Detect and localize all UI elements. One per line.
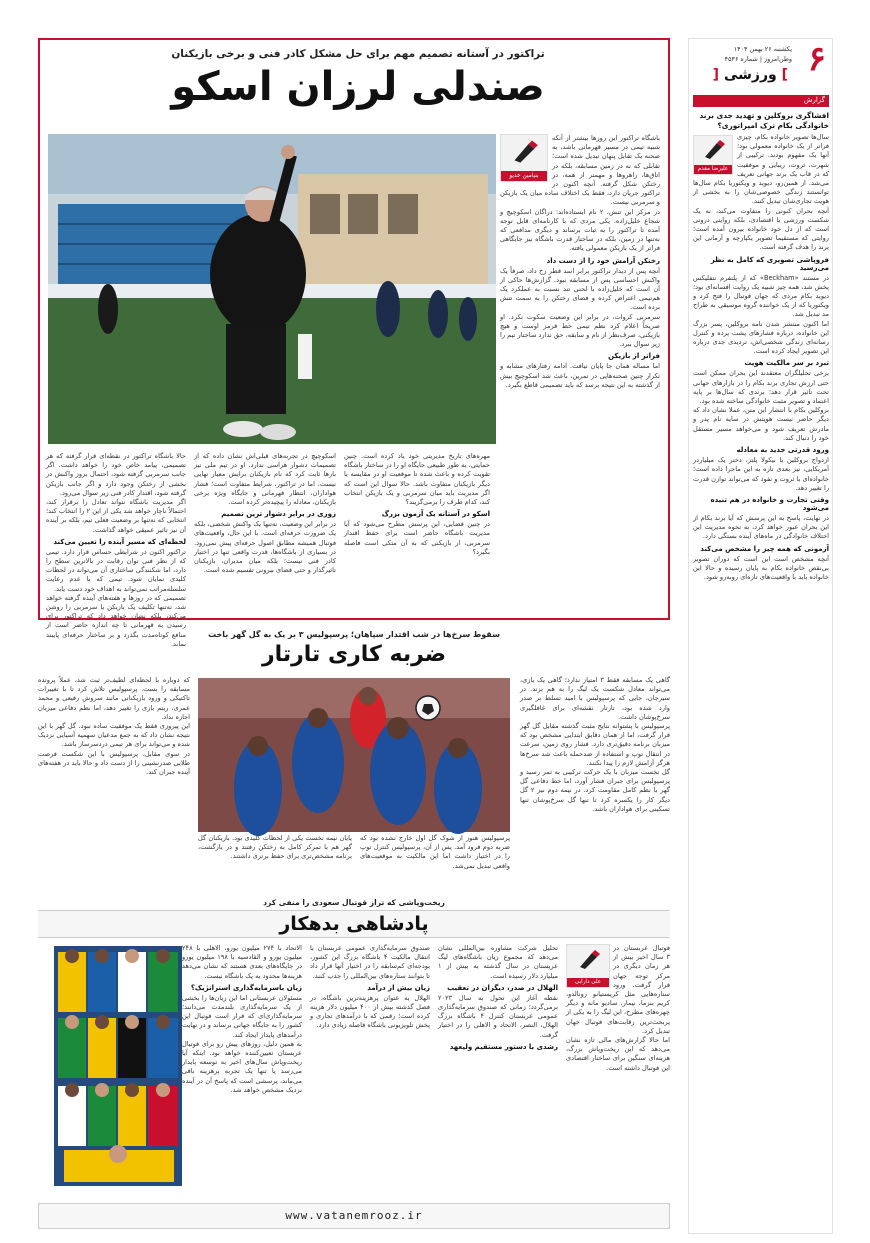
report-subhead: ورود قدرتی جدید به معادله [736, 446, 829, 455]
pen-icon [702, 139, 726, 159]
match-paragraph: این پیروزی فقط یک موفقیت ساده نبود. گل گهر با این نتیجه نشان داد که به جمع مدعیان سهمیه آسیایی نزدیک شده و می‌تواند برای هر تیمی دردسرساز باشد. [38, 722, 190, 749]
section-name: ورزشی [723, 67, 777, 83]
pen-icon [577, 949, 601, 969]
bracket-left: [ [712, 67, 720, 83]
page-number: ۶ [807, 39, 826, 79]
author-name: علیرضا مقدم [694, 165, 732, 174]
bracket-right: ] [781, 67, 788, 83]
saudi-paragraph: به همین دلیل، روزهای پیش رو برای فوتبال عربستان تعیین‌کننده خواهد بود. اینکه آیا ریخت‌وپاش سال‌های اخیر به توسعه پایدار می‌رسد یا تنها یک تجربه پرهزینه باقی می‌ماند، پرسشی است که پاسخ آن در آینده نزدیک مشخص خواهد شد. [182, 1039, 302, 1094]
footer-url[interactable]: www.vatanemrooz.ir [285, 1209, 423, 1222]
saudi-headline: پادشاهی بدهکار [279, 913, 429, 935]
saudi-paragraph: الهلال به عنوان پرهزینه‌ترین باشگاه، در فصل گذشته بیش از ۴۰۰ میلیون دلار هزینه کرده است؛ رقمی که با درآمدهای تجاری و پخش تلویزیونی باشگاه فاصله زیادی دارد. [310, 993, 430, 1030]
main-paragraph: در مرکز این تنش، ۲ نام ایستاده‌اند: دراگان اسکوچیچ و شجاع خلیل‌زاده. یکی مردی که با کارنامه‌ای قابل توجه آمده تا تراکتور را به ثبات برساند و دیگری مدافعی که نه‌تنها در زمین، بلکه در ساختار قدرت باشگاه نیز جایگاهی فراتر از یک بازیکن معمولی یافته. [500, 207, 660, 253]
report-subhead: فروپاشی تصویری که کامل به نظر می‌رسید [710, 255, 829, 272]
match-paragraph: گل نخست میزبان با یک حرکت ترکیبی به ثمر رسید و پرسپولیس برای جبران فشار آورد، اما خط دفاعی گل گهر با نظم کامل مقاومت کرد. در نیمه دوم نیز ۲ گل دیگر کار را یکسره کرد تا تنها گل سرخ‌پوشان تنها تسکینی برای هواداران باشد. [520, 768, 671, 813]
main-col-2 [344, 452, 490, 614]
main-subhead: زوری در برابر دشوار ترین تصمیم [221, 510, 336, 519]
saudi-subhead: زیان باسرمایه‌گذاری استراتژیک؟ [190, 983, 302, 992]
match-kicker: سقوط سرخ‌ها در شب اقتدار سپاهان؛ پرسپولیس ۳ بر یک به گل گهر باخت [208, 630, 500, 639]
saudi-photo [54, 946, 182, 1186]
main-paragraph: در برابر این وضعیت، نه‌تنها یک واکنش شخصی، بلکه یک ضرورت حرفه‌ای است. با این حال، واقعیت‌های فوتبال همیشه مطابق اصول حرفه‌ای پیش نمی‌رود. در بسیاری از باشگاه‌ها، قدرت واقعی تنها در اختیار کادر فنی نیست؛ بلکه میان مدیران، بازیکنان تاثیرگذار و حتی فضای بیرونی تقسیم شده است. [194, 520, 336, 575]
match-col-2 [360, 834, 510, 888]
main-paragraph: آنچه پس از دیدار تراکتور برابر اسد قطر رخ داد، صرفاً یک واکنش احساسی پس از مسابقه نبود. گزارش‌ها حاکی از آن است که خلیل‌زاده با لحنی تند نسبت به عملکرد یک هم‌تیمی اعتراض کرده و فضای رختکن را به سمت تنش برده است. [500, 266, 660, 312]
coach-photo [48, 134, 496, 444]
match-photo [198, 678, 510, 832]
saudi-paragraph: فوتبال عربستان در ۳ سال اخیر بیش از هر زمان دیگری در مرکز توجه جهان قرار گرفت. ورود ستاره‌هایی مثل کریستیانو رونالدو، کریم بنزما، نیمار، سادیو مانه و دیگر چهره‌های مطرح، این لیگ را به یکی از پربحث‌ترین رقابت‌های فوتبال جهان تبدیل کرد. [566, 944, 670, 1035]
report-paragraph: آنچه مشخص است این است که دوران تصویر بی‌نقص خانواده بکام به پایان رسیده و حالا این خانواده باید با واقعیت‌های تازه‌ای روبه‌رو شود. [693, 554, 829, 581]
match-paragraph: پرسپولیس هنوز از شوک گل اول خارج نشده بود که ضربه دوم فرود آمد. پس از آن، پرسپولیس کنترل توپ را در اختیار داشت اما این مالکیت به موقعیت‌های واقعی تبدیل نمی‌شد. [360, 834, 510, 870]
main-paragraph: اگر مدیریت باشگاه نتواند تعادل را برقرار کند، احتمالاً ناچار خواهد شد یکی از این ۲ را انتخاب کند؛ انتخابی که نه‌تنها بر وضعیت فعلی تیم، بلکه بر آینده آن نیز تاثیر عمیقی خواهد گذاشت. [46, 498, 186, 534]
report-label-bar [693, 95, 829, 107]
match-paragraph: در سوی مقابل، پرسپولیس با این شکست فرصت طلایی صدرنشینی را از دست داد و حالا باید در هفته‌های آینده جبران کند. [38, 749, 190, 777]
match-paragraph: پرسپولیس با پشتوانه نتایج مثبت گذشته مقابل گل گهر قرار گرفت، اما از همان دقایق ابتدایی مشخص بود که میزبان برنامه دقیق‌تری دارد. فشار روی زمین، سرعت در انتقال توپ و استفاده از ضدحمله باعث شد سرخ‌ها هرگز آرامش لازم را پیدا نکنند. [520, 722, 670, 767]
saudi-paragraph: تحلیل شرکت مشاوره بین‌المللی نشان می‌دهد که مجموع زیان باشگاه‌های لیگ عربستان در سال گذشته به بیش از ۱ میلیارد دلار رسیده است. [438, 944, 558, 980]
match-headline: ضربه کاری تارتار [261, 642, 447, 667]
report-body [693, 133, 829, 1228]
report-paragraph: در نهایت، پاسخ به این پرسش که آیا برند بکام از این بحران عبور خواهد کرد، به نحوه مدیریت این اختلاف خانوادگی در ماه‌های آینده بستگی دارد. [693, 513, 829, 541]
date-line: یکشنبه ۲۶ بهمن ۱۴۰۴ [733, 45, 792, 53]
saudi-headline-bar [38, 910, 670, 938]
main-paragraph: تصمیمی که در روزها و هفته‌های آینده گرفته خواهد شد، نه‌تنها تکلیف یک بازیکن یا سرمربی را روشن می‌کند، بلکه نشان خواهد داد که تراکتور برای رسیدن به قهرمانی تا چه اندازه حاضر است از منافع کوتاه‌مدت بگذرد و بر ساختار حرفه‌ای پایبند بماند. [46, 593, 186, 648]
players-collage [54, 946, 182, 1186]
main-paragraph: باشگاه تراکتور این روزها بیشتر از آنکه شبیه تیمی در مسیر قهرمانی باشد، به صحنه یک تقابل پنهان تبدیل شده است؛ تقابلی که نه در زمین مسابقه، بلکه در اتاق‌ها، راهروها و مهمتر از همه، در رختکن شکل گرفته. آنچه اکنون در تراکتور جریان دارد، فقط یک اختلاف ساده میان یک بازیکن و سرمربی نیست. [500, 134, 660, 207]
saudi-paragraph: نقطه آغاز این تحول به سال ۲۰۲۳ برمی‌گردد؛ زمانی که صندوق سرمایه‌گذاری عمومی عربستان کنترل ۴ باشگاه بزرگ الهلال، النصر، الاتحاد و الاهلی را در اختیار گرفت. [438, 993, 558, 1039]
report-paragraph: سال‌ها تصویر خانواده بکام، چیزی فراتر از یک خانواده معمولی بود؛ آنها یک مفهوم بودند. ترکیبی از شهرت، ثروت، زیبایی و موفقیت که در قاب یک برند جهانی تعریف می‌شد. از همین‌رو، دیوید و ویکتوریا بکام سال‌ها توانستند زندگی خصوصی‌شان را به بخشی از هویت تجاری‌شان تبدیل کنند. [693, 133, 829, 206]
saudi-paragraph: الاتحاد با ۲۷۴ میلیون یورو، الاهلی با ۲۴۸ میلیون یورو و القادسیه با ۱۹۸ میلیون یورو در جایگاه‌های بعدی هستند که نشان می‌دهد هزینه‌ها محدود به یک باشگاه نیست. [182, 944, 303, 980]
saudi-author-badge [566, 944, 610, 988]
match-col-3 [198, 834, 352, 888]
report-subhead: آزمونی که همه چیز را مشخص می‌کند [700, 544, 829, 553]
match-paragraph: گاهی یک مسابقه فقط ۳ امتیاز ندارد؛ گاهی یک بازی، می‌تواند معادل شکست یک لیگ را به هم بزند. در سیرجان، جایی که پرسپولیس با امید تسلط بر صدر وارد شده بود، تارتار نقشه‌ای برای غافلگیری سرخ‌پوشان داشت. [520, 676, 670, 721]
match-col-4 [38, 676, 190, 886]
report-paragraph: برخی تحلیلگران معتقدند این بحران ممکن است حتی ارزش تجاری برند بکام را در بازارهای جهانی تحت تاثیر قرار دهد؛ برندی که سال‌ها بر پایه اعتماد و تصویر مثبت خانوادگی ساخته شده بود. [693, 369, 829, 406]
match-paragraph: که دوباره با لحظه‌ای لطیف‌تر ثبت شد، عملاً پرونده مسابقه را بست. پرسپولیس تلاش کرد تا با تغییرات تاکتیکی و ورود بازیکنانی مانند سروش رفیعی و محمد عمری، ریتم بازی را تغییر دهد، اما نظم دفاعی میزبان اجازه نداد. [38, 676, 190, 721]
saudi-paragraph: صندوق سرمایه‌گذاری عمومی عربستان با انتقال مالکیت ۴ باشگاه بزرگ این کشور، بودجه‌ای کم‌سابقه را در اختیار آنها قرار داد تا بتوانند ستاره‌های بین‌المللی را جذب کنند. [310, 944, 431, 980]
main-kicker: تراکتور در آستانه تصمیم مهم برای حل مشکل کادر فنی و برخی بازیکنان [171, 48, 545, 60]
main-col-3 [194, 452, 336, 614]
main-paragraph: اما مساله همان جا پایان نیافت. ادامه رفتارهای مشابه و تکرار چنین صحنه‌هایی در تمرین، باعث شد اسکوچیچ بیش از گذشته به این نتیجه برسد که باید تصمیمی قاطع بگیرد. [500, 362, 660, 389]
report-paragraph: در مستند «Beckham» که از پلتفرم نتفلیکس پخش شد، همه چیز شبیه یک روایت افسانه‌ای بود؛ دیوید بکام مردی که جهان فوتبال را فتح کرد و ویکتوریا که از یک خواننده گروه موسیقی به طراح مد تبدیل شد. [693, 273, 829, 319]
saudi-col-1 [566, 944, 670, 1184]
main-col-1 [500, 134, 660, 614]
saudi-col-2 [438, 944, 558, 1184]
footer-bar [38, 1203, 670, 1229]
main-paragraph: در چنین فضایی، این پرسش مطرح می‌شود که آیا مدیریت باشگاه حاضر است برای حفظ اقتدار سرمربی، از بازیکنی که به آن متکی است فاصله بگیرد؟ [344, 520, 490, 556]
main-paragraph: اسکوچیچ در تجربه‌های قبلی‌اش نشان داده که از تصمیمات دشوار هراسی ندارد. او در تیم ملی نیز بارها ثابت کرد که نام بازیکنان برایش معیار نهایی نیست. اما در تراکتور، شرایط متفاوت است؛ فشار هواداران، انتظار قهرمانی و جایگاه ویژه برخی بازیکنان، معادله را پیچیده‌تر کرده است. [194, 452, 336, 507]
main-subhead: اسکو در آستانه یک آزمون بزرگ [381, 510, 490, 519]
pen-icon [511, 139, 539, 163]
saudi-paragraph: اما حالا گزارش‌های مالی تازه نشان می‌دهد که این ریخت‌وپاش بزرگ، هزینه‌ای سنگین برای ساختار اقتصادی این فوتبال داشته است. [566, 1036, 670, 1072]
main-paragraph: مهره‌های تاریخ مدیریتی خود یاد کرده است. چنین حمایتی، به طور طبیعی جایگاه او را در ساختار باشگاه تقویت کرده و باعث شده تا موقعیت او در مقایسه با دیگر بازیکنان متفاوت باشد. حالا سوال این است که اگر مدیریت باید میان سرمربی و یک بازیکن انتخاب کند، کدام طرف را برمی‌گزیند؟ [344, 452, 490, 507]
saudi-subhead: زیان بیش از درآمد [367, 983, 430, 992]
report-headline: افشاگری بروکلین و تهدید جدی برند خانوادگی بکام ترک امپراتوری؟ [699, 111, 829, 130]
issue-line: وطن‌امروز | شماره ۴۵۳۶ [724, 55, 792, 63]
sidebar [688, 38, 833, 1234]
saudi-kicker: ریخت‌وپاشی که تراز فوتبال سعودی را منفی کرد [263, 898, 445, 907]
main-author-badge [500, 134, 548, 182]
page-header [689, 39, 832, 91]
main-paragraph: حالا باشگاه تراکتور در نقطه‌ای قرار گرفته که هر تصمیمی، پیامد خاص خود را خواهد داشت. اگر جانب سرمربی گرفته شود، احتمال بروز واکنش در بخشی از رختکن وجود دارد و اگر جانب بازیکن گرفته شود، اقتدار کادر فنی زیر سوال می‌رود. [46, 452, 186, 497]
match-action-photo [198, 678, 510, 832]
main-paragraph: تراکتور اکنون در شرایطی حساس قرار دارد. تیمی که از نظر فنی توان رقابت در بالاترین سطح را دارد، اما شکنندگی ساختاری آن می‌تواند در لحظات کلیدی نمایان شود. تیمی که با عدم رعایت سلسله‌مراتب نمی‌تواند به اهداف خود دست یابد. [46, 547, 186, 593]
main-subhead: فراتر از بازیکن [608, 352, 660, 361]
report-paragraph: ازدواج بروکلین با نیکولا پلتز، دختر یک میلیاردر آمریکایی، نیز بعدی تازه به این ماجرا داده است؛ خانواده‌ای با ثروت و نفوذ که می‌تواند توازن قدرت را تغییر دهد. [693, 456, 829, 492]
author-badge [693, 135, 733, 175]
saudi-story [38, 896, 670, 1196]
report-paragraph: بروکلین بکام با انتشار این متن، عملا نشان داد که دیگر حاضر نیست هویتش در سایه نام پدر و مادرش تعریف شود و می‌خواهد مسیر مستقل خود را دنبال کند. [693, 406, 829, 442]
saudi-subhead: الهلال در صدر، دیگران در تعقیب [447, 983, 558, 992]
report-label: گزارش [803, 96, 825, 104]
main-col-4 [46, 452, 186, 648]
main-author: بنیامین خدیو [501, 171, 547, 181]
main-paragraph: سرمربی کروات، در برابر این وضعیت سکوت نکرد. او صریحاً اعلام کرد نظم تیمی خط قرمز اوست و هیچ بازیکنی، صرف‌نظر از نام و سابقه، حق ندارد ساختار تیم را زیر سوال ببرد. [500, 312, 660, 349]
saudi-subhead: رشدی با دستور مستقیم ولیعهد [449, 1042, 558, 1051]
main-photo [48, 134, 496, 444]
match-paragraph: پایان نیمه نخست یکی از لحظات کلیدی بود. بازیکنان گل گهر هم با تمرکز کامل به رختکن رفتند و در بازگشت، برنامه مشخص‌تری برای حفظ برتری داشتند. [198, 834, 352, 861]
match-col-1 [520, 676, 670, 886]
saudi-author: علی دارابی [567, 978, 609, 987]
report-subhead: وقتی تجارت و خانواده در هم تنیده می‌شود [710, 495, 829, 512]
saudi-col-3 [310, 944, 430, 1184]
saudi-paragraph: مسئولان عربستانی اما این زیان‌ها را بخشی از یک سرمایه‌گذاری بلندمدت می‌دانند؛ سرمایه‌گذاری‌ای که قرار است فوتبال این کشور را به جایگاه جهانی برساند و در نهایت درآمدهای پایدار ایجاد کند. [182, 993, 302, 1039]
main-subhead: لحظه‌ای که مسیر آینده را تعیین می‌کند [53, 537, 186, 546]
match-story [38, 626, 670, 888]
section-title [713, 67, 788, 83]
saudi-col-4 [182, 944, 302, 1184]
main-headline: صندلی لرزان اسکو [171, 64, 545, 110]
report-paragraph: آنچه بحران کنونی را متفاوت می‌کند، نه یک شکست ورزشی یا اقتصادی، بلکه روایتی درونی است که از دل خود خانواده بیرون آمده است؛ روایتی که مستقیما تصویر یکپارچه و آرمانی این برند را هدف گرفته است. [693, 206, 829, 252]
report-subhead: تبرد بر سر مالکیت هویت [744, 359, 829, 368]
main-subhead: رختکن آرامش خود را از دست داد [546, 256, 660, 265]
report-paragraph: اما اکنون منتشر شدن نامه بروکلین، پسر بزرگ این خانواده، درباره فشارهای پشت پرده و کنترل رسانه‌ای زندگی شخصی‌اش، تردیدی جدی درباره این تصویر ایجاد کرده است. [693, 319, 829, 356]
